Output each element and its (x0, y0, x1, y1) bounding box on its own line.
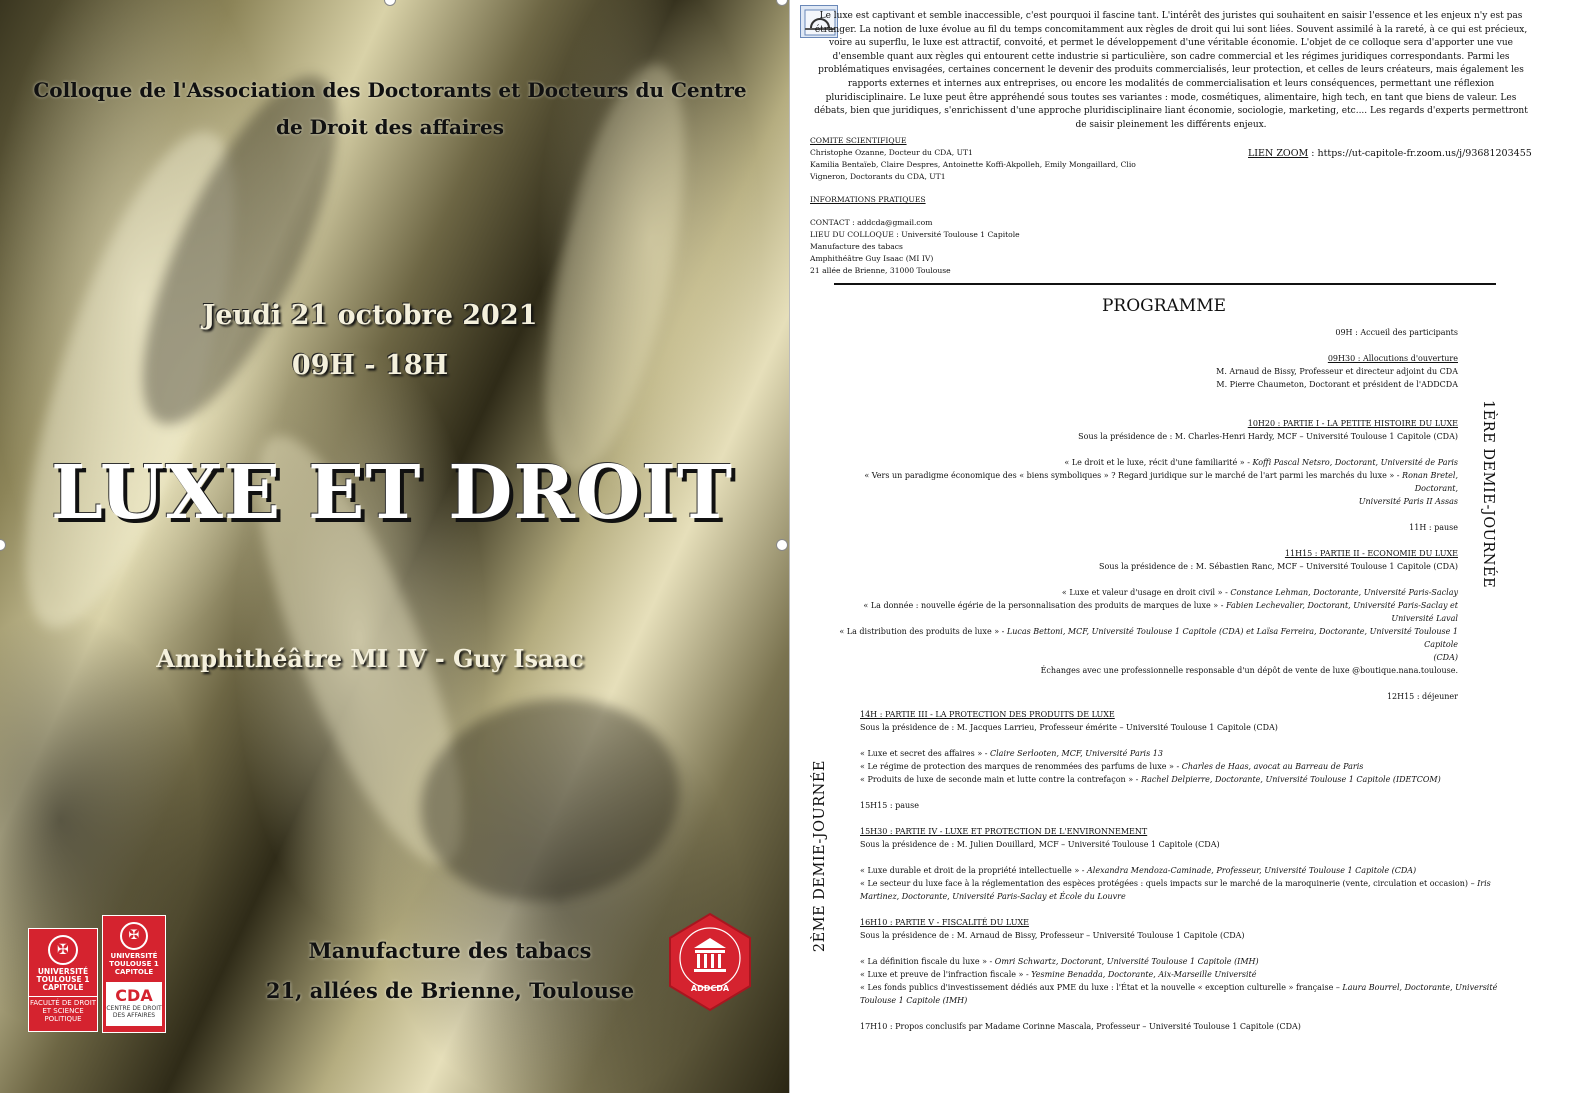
addcda-logo (664, 912, 756, 1012)
session-chair: Sous la présidence de : M. Jacques Larrieu, Professeur émérite – Université Toulouse 1 Capitole (CDA) (860, 723, 1278, 732)
lieu-line: 21 allée de Brienne, 31000 Toulouse (810, 266, 951, 275)
talk (832, 625, 1458, 651)
talk-speaker: Ronan Bretel, Doctorant, (1402, 471, 1458, 493)
talk-title: « Luxe et valeur d'usage en droit civil » - (1061, 588, 1231, 597)
cda-logo (102, 915, 166, 1033)
logo-text: UNIVERSITÉ TOULOUSE 1 CAPITOLE (36, 967, 90, 992)
session-title: 14H : PARTIE III - LA PROTECTION DES PRODUITS DE LUXE (860, 710, 1115, 719)
talk-speaker: Omri Schwartz, Doctorant, Université Toulouse 1 Capitole (IMH) (994, 957, 1259, 966)
contact-line: CONTACT : addcda@gmail.com (810, 218, 933, 227)
session-chair: Sous la présidence de : M. Arnaud de Bissy, Professeur – Université Toulouse 1 Capitole (CDA) (860, 931, 1245, 940)
comite-heading: COMITE SCIENTIFIQUE (810, 136, 907, 145)
infos-heading: INFORMATIONS PRATIQUES (810, 195, 926, 204)
talk (860, 968, 1520, 981)
talk (860, 877, 1520, 903)
programme-page (792, 0, 1589, 1093)
talk (832, 469, 1458, 495)
lieu-line: Manufacture des tabacs (810, 242, 903, 251)
talk-title: « La définition fiscale du luxe » - (860, 957, 995, 966)
talk (860, 955, 1520, 968)
logo-text: CDA (115, 986, 153, 1005)
talk-speaker: Fabien Lechevalier, Doctorant, Université Paris-Saclay et Université Laval (1225, 601, 1458, 623)
speaker: M. Arnaud de Bissy, Professeur et directeur adjoint du CDA (1216, 367, 1458, 376)
schedule-item: 17H10 : Propos conclusifs par Madame Corinne Mascala, Professeur – Université Toulouse 1 Capitole (CDA) (860, 1022, 1301, 1031)
event-date: Jeudi 21 octobre 2021 (202, 300, 538, 331)
event-address: 21, allées de Brienne, Toulouse (265, 978, 635, 1003)
talk-speaker: Rachel Delpierre, Doctorante, Université Toulouse 1 Capitole (IDETCOM) (1140, 775, 1441, 784)
zoom-label: LIEN ZOOM (1248, 148, 1309, 159)
talk (832, 599, 1458, 625)
talk-speaker: Laura Bourrel, Doctorante, Université Toulouse 1 Capitole (IMH) (860, 983, 1498, 1005)
session-title: 15H30 : PARTIE IV - LUXE ET PROTECTION DE L'ENVIRONNEMENT (860, 827, 1148, 836)
talk-speaker: Université Paris II Assas (1358, 497, 1458, 506)
event-title: LUXE ET DROIT (50, 450, 734, 536)
talk (860, 864, 1520, 877)
second-half-label: 2ÈME DEMIE-JOURNÉE (812, 760, 828, 953)
comite-member: Christophe Ozanne, Docteur du CDA, UT1 (810, 148, 973, 157)
talk-speaker: (CDA) (1433, 653, 1458, 662)
zoom-url[interactable]: : https://ut-capitole-fr.zoom.us/j/93681203455 (1308, 148, 1532, 159)
colloque-heading: Colloque de l'Association des Doctorants et Docteurs du Centre de Droit des affaires (33, 78, 747, 139)
talk-speaker: Claire Serlooten, MCF, Université Paris 13 (990, 749, 1163, 758)
seal-icon: ✠ (120, 922, 148, 950)
programme-title: PROGRAMME (1101, 296, 1227, 316)
talk-title: « Le droit et le luxe, récit d'une familiarité » - (1064, 458, 1253, 467)
addcda-label: ADDCDA (690, 984, 730, 993)
poster-image[interactable] (0, 0, 790, 1093)
talk (832, 456, 1458, 469)
schedule-item: 12H15 : déjeuner (1386, 692, 1458, 701)
session-title: 09H30 : Allocutions d'ouverture (1327, 354, 1458, 363)
event-hours: 09H - 18H (291, 350, 449, 381)
talk-speaker: Koffi Pascal Netsro, Doctorant, Université de Paris (1252, 458, 1458, 467)
talk-speaker: Charles de Haas, avocat au Barreau de Paris (1181, 762, 1364, 771)
talk-title: « Vers un paradigme économique des « biens symboliques » ? Regard juridique sur le marché de l'art parmi les marchés du luxe » - (864, 471, 1403, 480)
separator-line (834, 283, 1496, 285)
session-chair: Sous la présidence de : M. Sébastien Ranc, MCF – Université Toulouse 1 Capitole (CDA) (1099, 562, 1458, 571)
talk (832, 586, 1458, 599)
second-half-programme (860, 708, 1520, 1033)
session-chair: Sous la présidence de : M. Julien Douillard, MCF – Université Toulouse 1 Capitole (CDA) (860, 840, 1220, 849)
talk-speaker: Alexandra Mendoza-Caminade, Professeur, Université Toulouse 1 Capitole (CDA) (1087, 866, 1417, 875)
addcda-emblem-icon (664, 912, 756, 1012)
logo-text: FACULTÉ DE DROIT ET SCIENCE POLITIQUE (29, 996, 97, 1023)
session-title: 10H20 : PARTIE I - LA PETITE HISTOIRE DU LUXE (1247, 419, 1458, 428)
seal-icon: ✠ (48, 935, 78, 965)
talk-speaker: Yesmine Benadda, Doctorante, Aix-Marseille Université (1031, 970, 1257, 979)
comite-member: Kamilia Bentaïeb, Claire Despres, Antoinette Koffi-Akpolleh, Emily Mongaillard, Clio (810, 160, 1136, 169)
resize-handle[interactable] (776, 539, 788, 551)
talk (860, 773, 1520, 786)
talk-speaker: Iris Martinez, Doctorante, Université Paris-Saclay et École du Louvre (860, 879, 1491, 901)
cda-mark (106, 982, 162, 1026)
first-half-programme (832, 326, 1458, 703)
speaker: M. Pierre Chaumeton, Doctorant et président de l'ADDCDA (1216, 380, 1458, 389)
lieu-line: LIEU DU COLLOQUE : Université Toulouse 1 Capitole (810, 230, 1020, 239)
schedule-item: 11H : pause (1409, 523, 1458, 532)
talk (860, 747, 1520, 760)
talk-title: « Luxe et secret des affaires » - (860, 749, 990, 758)
talk-speaker: Lucas Bettoni, MCF, Université Toulouse 1 Capitole (CDA) et Laïsa Ferreira, Doctorante, Université Toulouse 1 Capitole (1006, 627, 1458, 649)
event-venue: Manufacture des tabacs (308, 938, 592, 963)
session-title: 11H15 : PARTIE II - ECONOMIE DU LUXE (1284, 549, 1458, 558)
talk-title: « La donnée : nouvelle égérie de la personnalisation des produits de marques de luxe » - (863, 601, 1226, 610)
first-half-label: 1ÈRE DEMIE-JOURNÉE (1480, 400, 1496, 589)
schedule-item: 09H : Accueil des participants (1335, 328, 1458, 337)
talk-title: « Luxe et preuve de l'infraction fiscale » - (860, 970, 1032, 979)
talk-title: « Luxe durable et droit de la propriété intellectuelle » - (860, 866, 1088, 875)
zoom-link[interactable] (1248, 148, 1532, 159)
schedule-item: Échanges avec une professionnelle responsable d'un dépôt de vente de luxe @boutique.nana.toulouse. (1040, 666, 1458, 675)
fabric-shadow (405, 679, 696, 921)
logo-text: CENTRE DE DROIT DES AFFAIRES (106, 1005, 162, 1019)
intro-paragraph: Le luxe est captivant et semble inaccessible, c'est pourquoi il fascine tant. L'intérêt des juristes qui souhaitent en saisir l'essence et les enjeux n'y est pas étranger. La notion de luxe évolue au fil du temps concomitamment aux règles de droit qui lui sont liées. Souvent assimilé à la rareté, à ce qui est précieux, voire au superflu, le luxe est attractif, convoité, et permet le développement d'une véritable économie. L'objet de ce colloque sera d'apporter une vue d'ensemble quant aux règles qui entourent cette industrie si particulière, son cadre commercial et les régimes juridiques correspondants. Parmi les problématiques envisagées, certaines concernent le devenir des produits commercialisés, leur protection, et celles de leurs créateurs, mais également les rapports externes et internes aux entreprises, ou encore les modalités de commercialisation et leurs conséquences, permettant une réflexion pluridisciplinaire. Le luxe peut être appréhendé sous toutes ses variantes : mode, cosmétiques, alimentaire, high tech, en tant que biens de valeur. Les débats, bien que juridiques, s'enrichissent d'une approche pluridisciplinaire liant économie, sociologie, marketing, etc.... Les regards d'experts permettront de saisir pleinement les différents enjeux. (814, 11, 1528, 130)
talk-speaker: Constance Lehman, Doctorante, Université Paris-Saclay (1230, 588, 1458, 597)
talk-title: « Le secteur du luxe face à la réglementation des espèces protégées : quels impacts sur le marché de la maroquinerie (vente, circulation et occasion) – (860, 879, 1478, 888)
talk (860, 981, 1520, 1007)
talk-title: « La distribution des produits de luxe » - (839, 627, 1007, 636)
session-title: 16H10 : PARTIE V - FISCALITÉ DU LUXE (860, 918, 1030, 927)
talk-title: « Les fonds publics d'investissement dédiés aux PME du luxe : l'État et la nouvelle « exception culturelle » française – (860, 983, 1343, 992)
session-chair: Sous la présidence de : M. Charles-Henri Hardy, MCF – Université Toulouse 1 Capitole (CDA) (1078, 432, 1458, 441)
lieu-line: Amphithéâtre Guy Isaac (MI IV) (810, 254, 934, 263)
talk-title: « Le régime de protection des marques de renommées des parfums de luxe » - (860, 762, 1182, 771)
comite-member: Vigneron, Doctorants du CDA, UT1 (810, 172, 946, 181)
ut1-logo (28, 928, 98, 1032)
schedule-item: 15H15 : pause (860, 801, 919, 810)
talk-title: « Produits de luxe de seconde main et lutte contre la contrefaçon » - (860, 775, 1141, 784)
talk (860, 760, 1520, 773)
logo-text: UNIVERSITÉ TOULOUSE 1 CAPITOLE (109, 952, 159, 976)
event-room: Amphithéâtre MI IV - Guy Isaac (156, 644, 584, 673)
